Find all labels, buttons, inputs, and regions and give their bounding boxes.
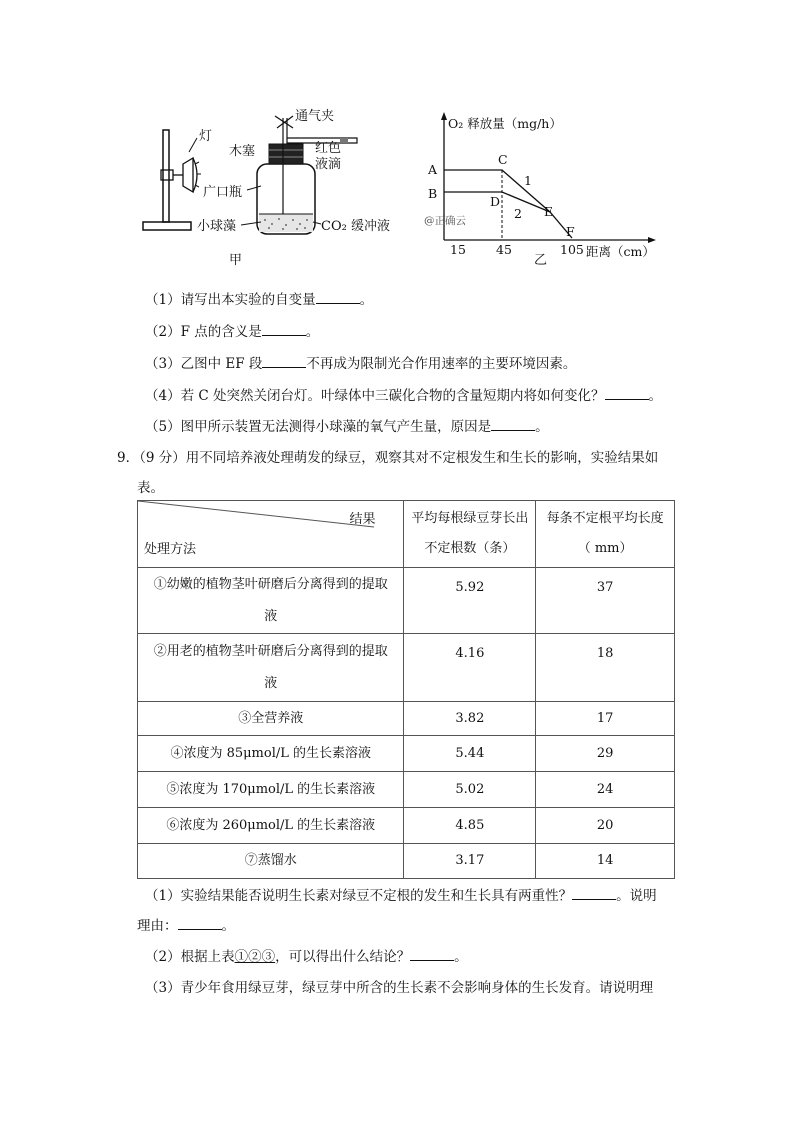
figure-yi-label: 乙 [534,253,548,268]
length-cell: 24 [536,772,675,808]
header-result: 结果 [349,512,376,527]
point-C: C [498,152,508,167]
answer-blank[interactable] [491,416,535,431]
stand-base [143,222,191,230]
stopper-label: 木塞 [229,144,256,159]
answer-blank[interactable] [262,321,306,336]
buffer-liquid [259,214,313,232]
point-D: D [490,194,501,209]
method-cell: ④浓度为 85μmol/L 的生长素溶液 [138,736,404,772]
roots-cell: 3.82 [404,702,536,736]
header-col-length: 每条不定根平均长度 （ mm） [536,501,675,568]
table-row [138,772,675,808]
point-F: F [566,224,575,239]
q8-item-3: （3）乙图中 EF 段 不再成为限制光合作用速率的主要环境因素。 [145,353,576,374]
q8-item-5: （5）图甲所示装置无法测得小球藻的氧气产生量，原因是 。 [145,416,549,437]
drop-label-1: 红色 [315,141,342,156]
method-cell: ③全营养液 [138,702,404,736]
answer-blank[interactable] [605,385,649,400]
bottle-label: 广口瓶 [203,185,243,200]
q9-item-1-line-2: 理由： 。 [137,915,235,936]
answer-blank[interactable] [316,289,360,304]
q8-item-1: （1）请写出本实验的自变量 。 [145,289,373,310]
lamp-icon [183,158,193,192]
x-tick-15: 15 [450,242,466,257]
q9-item-3: （3）青少年食用绿豆芽，绿豆芽中所含的生长素不会影响身体的生长发育。请说明理 [145,980,654,996]
header-method: 处理方法 [144,542,197,557]
table-row [138,844,675,879]
answer-blank[interactable] [410,946,454,961]
q9-intro-line-1: 9．（9 分）用不同培养液处理萌发的绿豆，观察其对不定根发生和生长的影响，实验结果如 [117,450,659,466]
roots-cell: 5.92 [404,568,536,634]
length-cell: 14 [536,844,675,879]
q9-intro-line-2: 表。 [137,480,164,496]
q9-item-1-line-1: （1）实验结果能否说明生长素对绿豆不定根的发生和生长具有两重性？ 。说明 [145,885,657,906]
table-row [138,702,675,736]
stand-pole [163,130,169,222]
table-row [138,634,675,702]
watermark: @正确云 [424,215,466,227]
y-label-A: A [428,162,438,177]
q8-item-4: （4）若 C 处突然关闭台灯。叶绿体中三碳化合物的含量短期内将如何变化？ 。 [145,385,662,406]
curve-label-2: 2 [514,206,522,221]
header-col-roots: 平均每根绿豆芽长出 不定根数（条） [404,501,536,568]
x-tick-45: 45 [496,242,512,257]
x-axis-label: 距离（cm） [586,244,655,259]
table-header-row [138,501,675,568]
q9-results-table [137,500,675,879]
length-cell: 17 [536,702,675,736]
length-cell: 37 [536,568,675,634]
answer-blank[interactable] [178,915,222,930]
length-cell: 18 [536,634,675,702]
answer-blank[interactable] [262,353,306,368]
q9-item-2: （2）根据上表①②③，可以得出什么结论？ 。 [145,946,468,967]
algae-label: 小球藻 [197,219,237,234]
roots-cell: 5.44 [404,736,536,772]
length-cell: 20 [536,808,675,844]
diagonal-header-cell [138,501,404,568]
red-drop [340,138,348,143]
method-cell: ①幼嫩的植物茎叶研磨后分离得到的提取 液 [138,568,404,634]
y-label-B: B [428,186,438,201]
table-row [138,736,675,772]
lamp-label: 灯 [199,129,213,144]
clip-label: 通气夹 [295,109,335,124]
figure-jia-label: 甲 [229,253,243,268]
answer-blank[interactable] [572,885,616,900]
method-cell: ⑤浓度为 170μmol/L 的生长素溶液 [138,772,404,808]
method-cell: ⑥浓度为 260μmol/L 的生长素溶液 [138,808,404,844]
x-tick-105: 105 [560,242,584,257]
roots-cell: 3.17 [404,844,536,879]
figure-jia-apparatus [135,108,390,268]
roots-cell: 4.85 [404,808,536,844]
table-row [138,568,675,634]
roots-cell: 4.16 [404,634,536,702]
point-E: E [544,204,554,219]
length-cell: 29 [536,736,675,772]
q8-item-2: （2）F 点的含义是 。 [145,321,319,342]
roots-cell: 5.02 [404,772,536,808]
buffer-label: CO₂ 缓冲液 [321,219,390,234]
table-row [138,808,675,844]
curve-label-1: 1 [524,173,532,188]
method-cell: ②用老的植物茎叶研磨后分离得到的提取 液 [138,634,404,702]
figure-yi-graph [420,108,670,268]
drop-label-2: 液滴 [315,157,342,172]
method-cell: ⑦蒸馏水 [138,844,404,879]
stopper [269,144,303,164]
y-axis-label: O₂ 释放量（mg/h） [448,116,562,131]
